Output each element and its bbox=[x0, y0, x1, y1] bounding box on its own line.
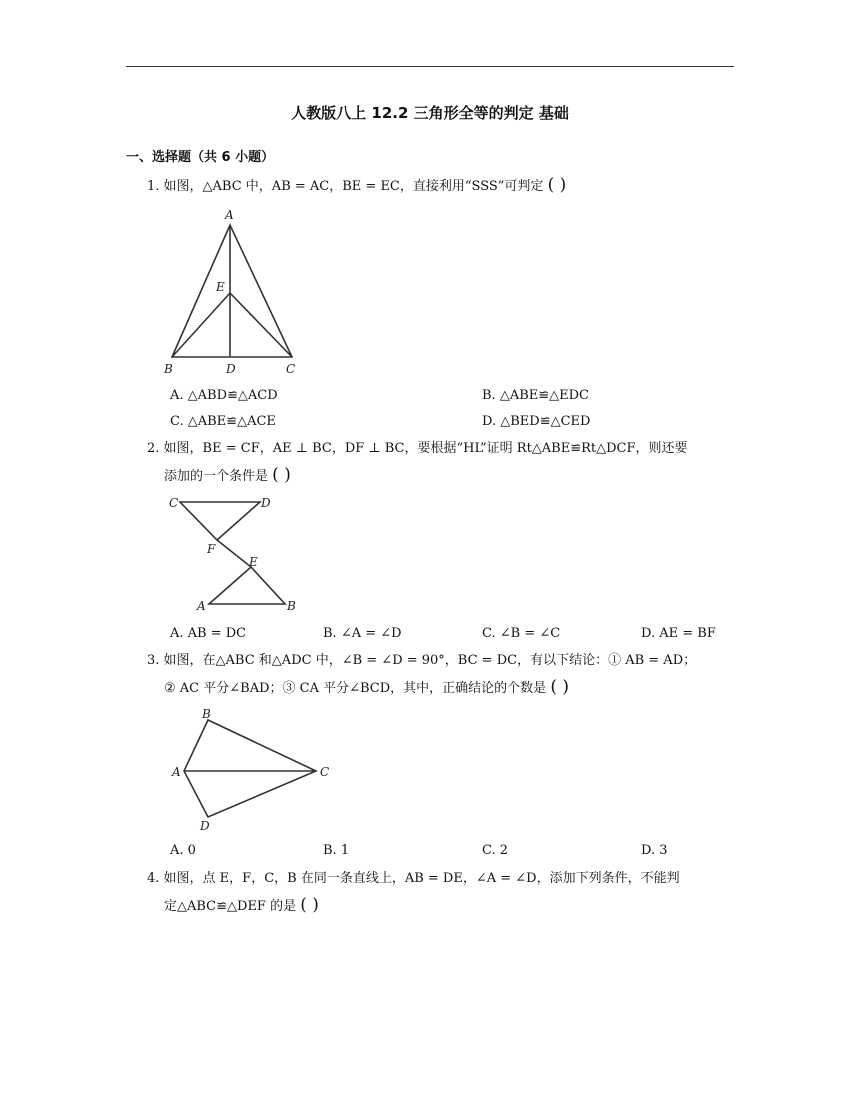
label-a: A bbox=[225, 208, 234, 222]
answer-paren: ( ) bbox=[272, 465, 291, 485]
question-3 bbox=[147, 648, 696, 674]
question-text: 如图，△ABC 中，AB = AC，BE = EC，直接利用“SSS”可判定 bbox=[163, 179, 544, 194]
question-2 bbox=[147, 436, 688, 462]
question-number: 4. bbox=[147, 871, 160, 886]
question-text-line1: 如图，BE = CF，AE ⊥ BC，DF ⊥ BC，要根据“HL”证明 Rt△ABE≌Rt△DCF，则还要 bbox=[163, 441, 688, 456]
section-heading: 一、选择题（共 6 小题） bbox=[126, 150, 275, 165]
question-number: 3. bbox=[147, 653, 160, 668]
label-a: A bbox=[172, 765, 181, 779]
label-c: C bbox=[286, 362, 296, 376]
label-e: E bbox=[216, 280, 225, 294]
question-4 bbox=[147, 866, 680, 892]
question-number: 2. bbox=[147, 441, 160, 456]
label-b: B bbox=[164, 362, 173, 376]
header-rule bbox=[126, 66, 734, 67]
q1-option-b: B. △ABE≌△EDC bbox=[482, 388, 589, 403]
q2-option-b: B. ∠A = ∠D bbox=[323, 626, 402, 641]
answer-paren: ( ) bbox=[300, 895, 319, 915]
triangle-abe bbox=[209, 567, 285, 604]
label-c: C bbox=[320, 765, 330, 779]
q1-option-d: D. △BED≌△CED bbox=[482, 414, 591, 429]
q2-option-c: C. ∠B = ∠C bbox=[482, 626, 561, 641]
question-text-line1: 如图，在△ABC 和△ADC 中，∠B = ∠D = 90°，BC = DC，有以下结论：① AB = AD； bbox=[163, 653, 697, 668]
question-4-line2 bbox=[164, 892, 319, 920]
question-3-line2 bbox=[164, 674, 569, 702]
q3-option-d: D. 3 bbox=[641, 843, 668, 858]
question-text-line1: 如图，点 E，F，C，B 在同一条直线上，AB = DE，∠A = ∠D，添加下列条件，不能判 bbox=[163, 871, 680, 886]
page-title: 人教版八上 12.2 三角形全等的判定 基础 bbox=[291, 104, 569, 122]
q3-option-c: C. 2 bbox=[482, 843, 509, 858]
label-d: D bbox=[200, 819, 210, 833]
label-b: B bbox=[202, 707, 211, 721]
kite-abcd bbox=[184, 720, 316, 817]
label-d: D bbox=[226, 362, 236, 376]
q2-option-d: D. AE = BF bbox=[641, 626, 716, 641]
figure-3 bbox=[170, 704, 340, 834]
figure-2 bbox=[165, 490, 305, 620]
q1-option-a: A. △ABD≌△ACD bbox=[170, 388, 278, 403]
segment-ec bbox=[230, 293, 292, 357]
segment-be bbox=[172, 293, 230, 357]
q1-option-c: C. △ABE≌△ACE bbox=[170, 414, 276, 429]
figure-1 bbox=[160, 205, 310, 375]
question-text-line2: ② AC 平分∠BAD；③ CA 平分∠BCD，其中，正确结论的个数是 bbox=[164, 681, 547, 696]
label-a: A bbox=[197, 599, 206, 613]
answer-paren: ( ) bbox=[547, 175, 567, 195]
label-d: D bbox=[261, 496, 271, 510]
question-1 bbox=[147, 172, 566, 200]
label-f: F bbox=[207, 542, 216, 556]
q3-option-a: A. 0 bbox=[170, 843, 196, 858]
label-e: E bbox=[249, 555, 258, 569]
label-c: C bbox=[169, 496, 179, 510]
question-number: 1. bbox=[147, 179, 160, 194]
answer-paren: ( ) bbox=[550, 677, 569, 697]
q2-option-a: A. AB = DC bbox=[170, 626, 247, 641]
label-b: B bbox=[287, 599, 296, 613]
question-text-line2: 添加的一个条件是 bbox=[164, 469, 269, 484]
question-2-line2 bbox=[164, 462, 291, 490]
q3-option-b: B. 1 bbox=[323, 843, 350, 858]
question-text-line2: 定△ABC≌△DEF 的是 bbox=[164, 899, 297, 914]
segment-fe bbox=[217, 540, 251, 567]
triangle-cdf bbox=[180, 502, 260, 540]
